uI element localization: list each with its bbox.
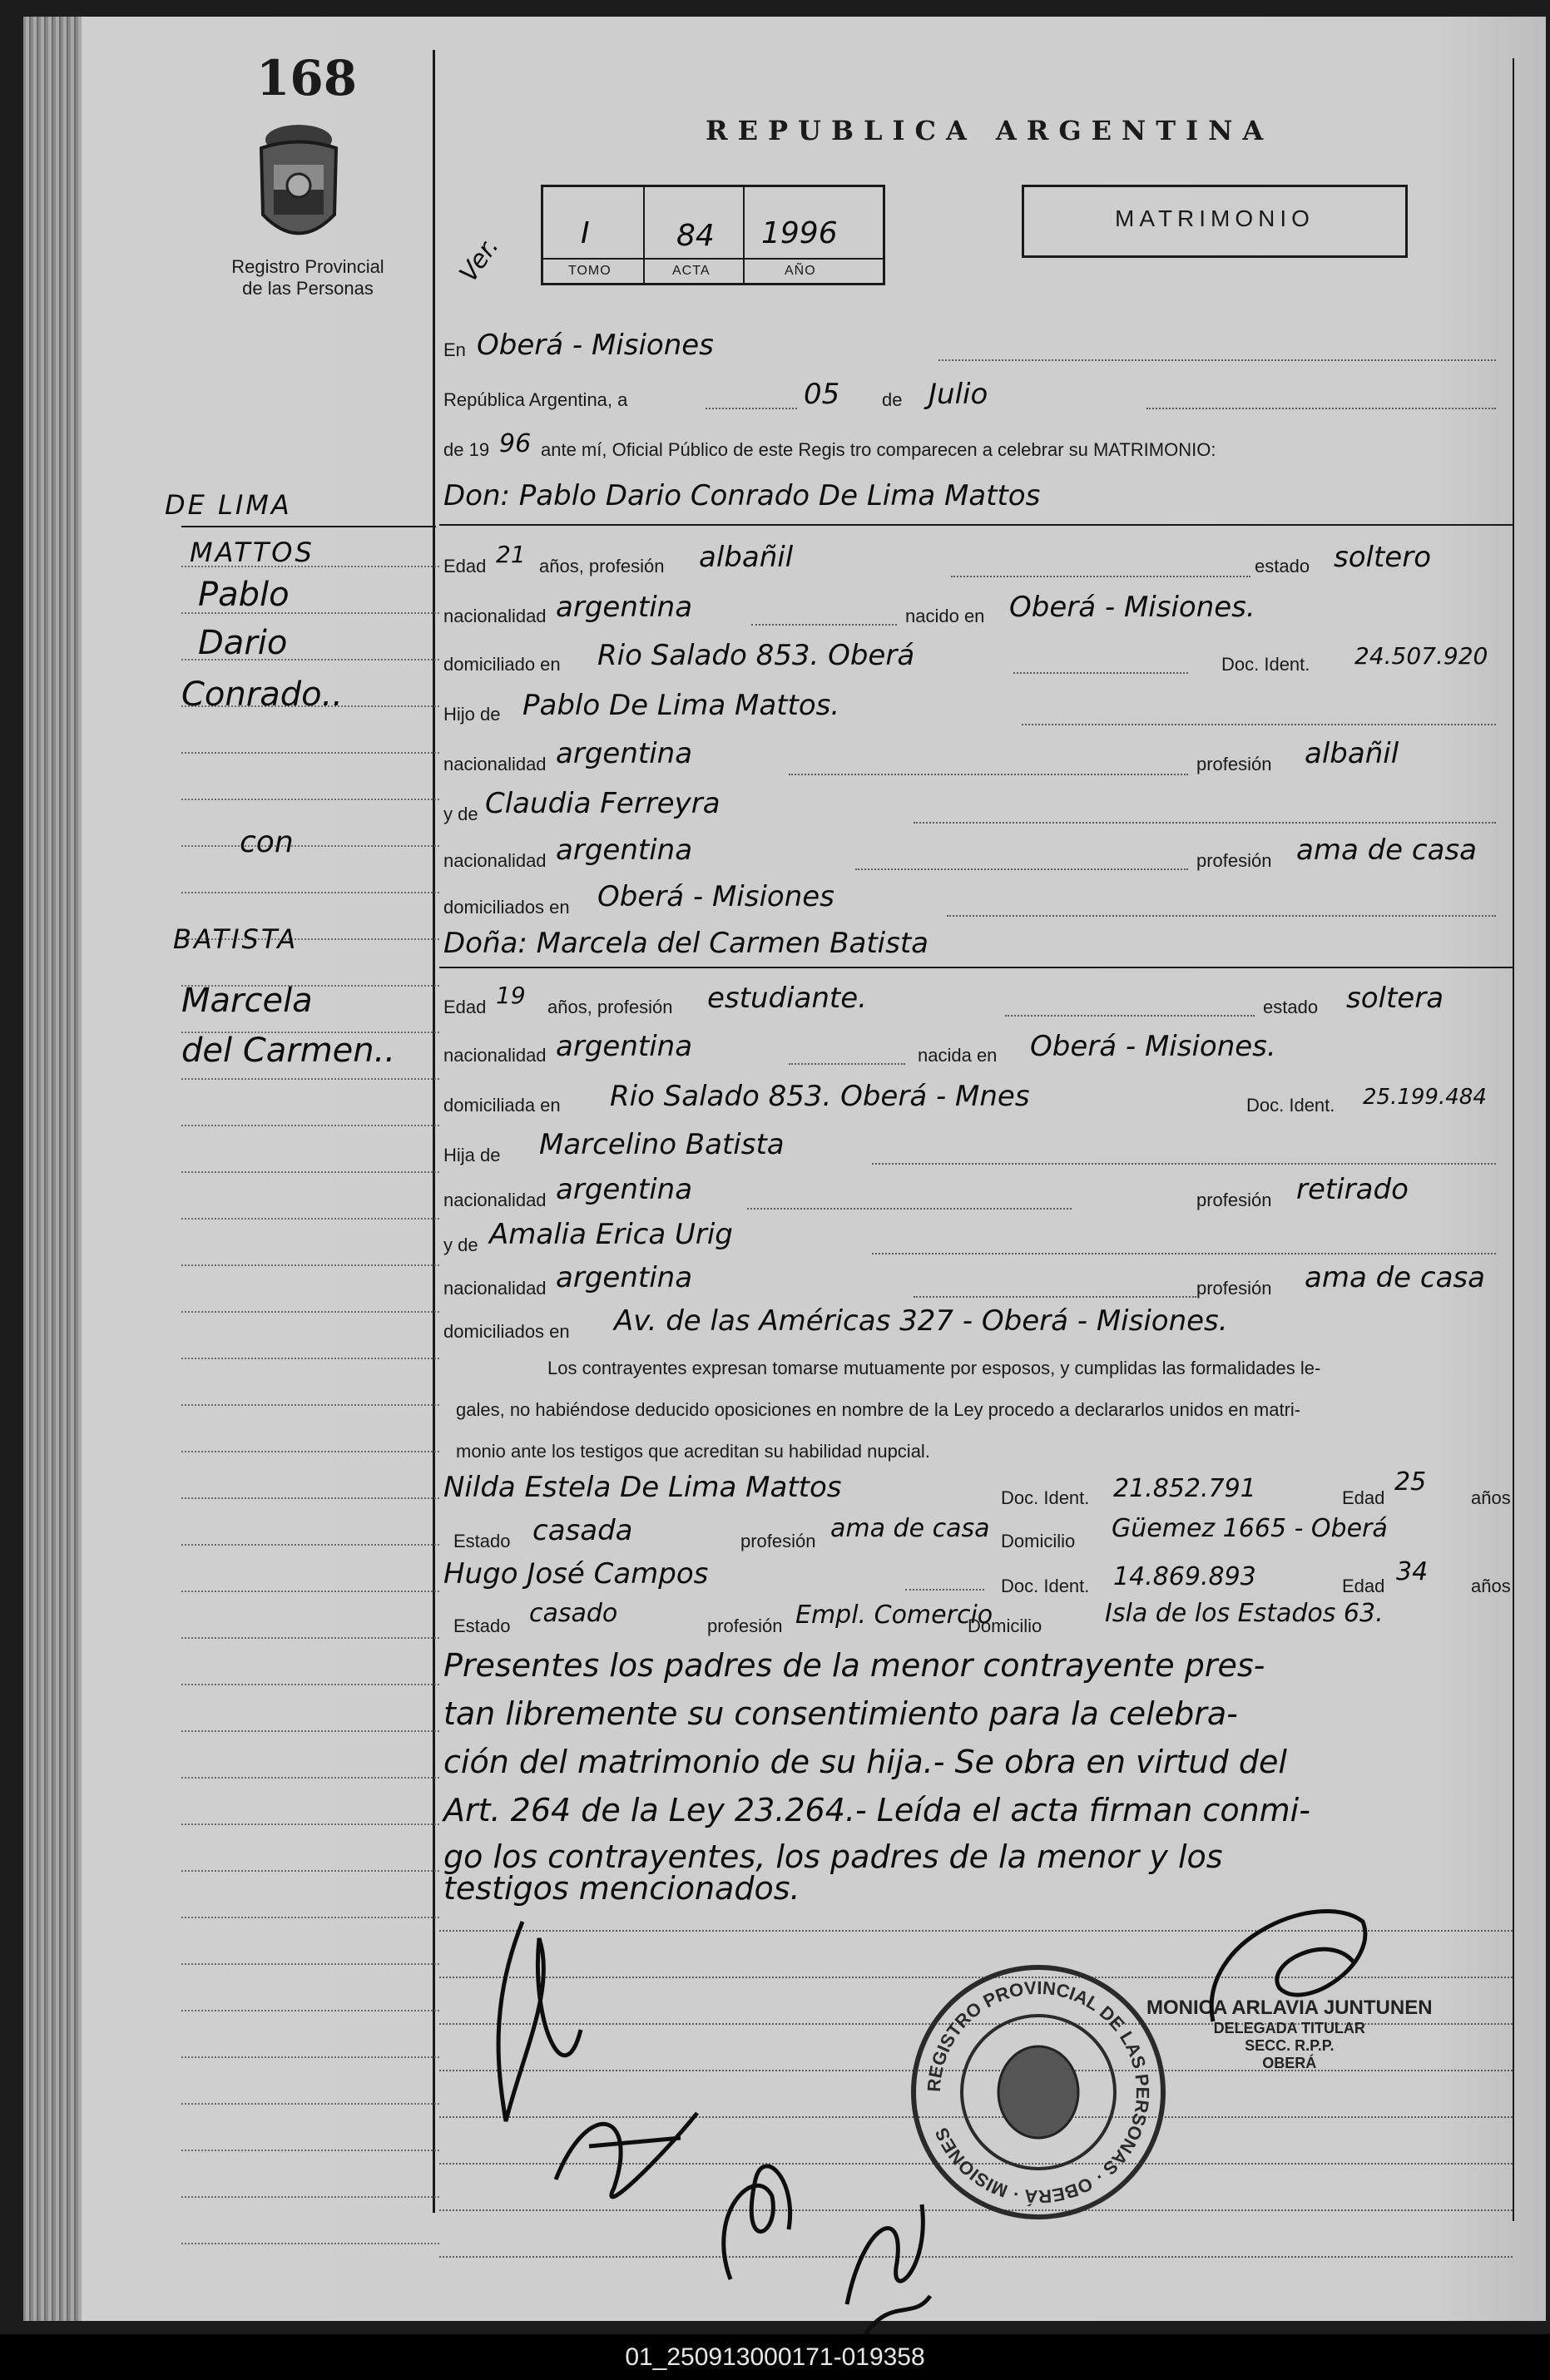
declaration-line-3: monio ante los testigos que acreditan su habilidad nupcial. — [456, 1441, 930, 1462]
bride-madre-label: y de — [443, 1235, 478, 1255]
groom-padres-dom-label: domiciliados en — [443, 897, 570, 918]
witness-2-estado-label: Estado — [453, 1616, 511, 1636]
witness-1-doc: 21.852.791 — [1113, 1474, 1256, 1503]
witness-2-profesion: Empl. Comercio — [795, 1601, 993, 1630]
page-number: 168 — [256, 50, 358, 106]
record-box — [541, 185, 885, 285]
witness-1-edad: 25 — [1394, 1467, 1427, 1497]
margin-ruled-line — [181, 2150, 439, 2151]
margin-ruled-line — [181, 1451, 439, 1452]
bride-padre-prof-label: profesión — [1196, 1190, 1272, 1210]
coat-of-arms-icon — [245, 115, 353, 256]
image-id-footer: 01_250913000171-019358 — [0, 2334, 1550, 2380]
witness-2-prof-label: profesión — [707, 1616, 783, 1636]
signature-officer-icon — [1188, 1888, 1388, 2055]
groom-nacionalidad: argentina — [556, 591, 693, 624]
margin-ruled-line — [181, 1311, 439, 1313]
groom-padres-dom: Oberá - Misiones — [597, 880, 834, 913]
margin-given-3: Conrado.. — [181, 675, 344, 714]
groom-title: Don: Pablo Dario Conrado De Lima Mattos — [443, 479, 1041, 512]
margin-given-5: del Carmen.. — [181, 1032, 396, 1070]
margin-ruled-line — [181, 1591, 439, 1592]
witness-1-dom-label: Domicilio — [1001, 1531, 1076, 1551]
margin-ruled-line — [181, 1544, 439, 1546]
groom-edad: 21 — [496, 541, 526, 568]
place-value: Oberá - Misiones — [477, 329, 714, 362]
en-label: En — [443, 339, 466, 360]
groom-padre: Pablo De Lima Mattos. — [522, 689, 840, 722]
groom-estado-label: estado — [1255, 556, 1310, 576]
witness-1-edad-label: Edad — [1342, 1487, 1385, 1508]
bride-madre-prof: ama de casa — [1305, 1261, 1485, 1294]
witness-2-doc-label: Doc. Ident. — [1001, 1576, 1090, 1596]
year-prefix: de 19 — [443, 439, 490, 460]
margin-ruled-line — [181, 1963, 439, 1965]
witness-1-anos-label: años — [1471, 1487, 1511, 1508]
bride-nac-label: nacionalidad — [443, 1045, 547, 1066]
bride-padres-dom-label: domiciliados en — [443, 1321, 570, 1342]
margin-ruled-line — [181, 1777, 439, 1779]
groom-doc-label: Doc. Ident. — [1221, 654, 1310, 675]
document-page — [23, 17, 1546, 2321]
margin-ruled-line — [181, 2056, 439, 2058]
bride-profesion: estudiante. — [707, 982, 867, 1015]
groom-profesion: albañil — [699, 541, 794, 574]
groom-prof-label: años, profesión — [539, 556, 665, 576]
seal-text: REGISTRO PROVINCIAL DE LAS PERSONAS · OBERÁ · MISIONES — [923, 1977, 1154, 2208]
margin-ruled-line — [181, 892, 439, 893]
note-line-5: go los contrayentes, los padres de la menor y los — [443, 1838, 1223, 1875]
groom-padre-nac-label: nacionalidad — [443, 754, 547, 774]
groom-domicilio: Rio Salado 853. Oberá — [597, 639, 915, 672]
ano-label: AÑO — [785, 264, 816, 278]
margin-ruled-line — [181, 1125, 439, 1126]
acta-label: ACTA — [672, 264, 711, 278]
margin-ruled-line — [181, 2010, 439, 2011]
groom-doc: 24.507.920 — [1354, 642, 1488, 670]
margin-surname-3: BATISTA — [173, 923, 299, 955]
witness-1-domicilio: Güemez 1665 - Oberá — [1112, 1514, 1388, 1543]
declaration-line-2: gales, no habiéndose deducido oposiciones en nombre de la Ley procedo a declararlos unidos en matri- — [456, 1399, 1301, 1420]
month-value: Julio — [929, 378, 988, 411]
witness-2-estado: casado — [529, 1599, 618, 1628]
bride-nacida: Oberá - Misiones. — [1030, 1030, 1276, 1063]
tomo-label: TOMO — [568, 264, 612, 278]
bride-doc-label: Doc. Ident. — [1246, 1095, 1335, 1116]
official-stamp: MONICA ARLAVIA JUNTUNEN DELEGADA TITULAR SECC. R.P.P. OBERÁ — [1146, 1997, 1433, 2071]
margin-ruled-line — [181, 2103, 439, 2105]
witness-1-estado: casada — [532, 1514, 633, 1547]
witness-2-edad: 34 — [1396, 1557, 1429, 1586]
signature-witness-1-icon — [706, 2130, 805, 2296]
republica-label: República Argentina, a — [443, 389, 628, 410]
signature-witness-2-icon — [830, 2171, 947, 2346]
body-ruled-line — [439, 2256, 1513, 2258]
book-binding — [23, 17, 82, 2321]
bride-nacionalidad: argentina — [556, 1030, 693, 1063]
witness-1-estado-label: Estado — [453, 1531, 511, 1551]
note-line-4: Art. 264 de la Ley 23.264.- Leída el acta firman conmi- — [443, 1792, 1310, 1828]
margin-given-1: Pablo — [198, 576, 290, 614]
groom-nac-label: nacionalidad — [443, 606, 547, 626]
doc-type: MATRIMONIO — [1115, 205, 1315, 231]
note-line-3: ción del matrimonio de su hija.- Se obra en virtud del — [443, 1744, 1287, 1780]
witness-1-name: Nilda Estela De Lima Mattos — [443, 1471, 842, 1504]
margin-surname-2: MATTOS — [190, 537, 314, 568]
note-line-2: tan libremente su consentimiento para la celebra- — [443, 1695, 1238, 1732]
bride-dom-label: domiciliada en — [443, 1095, 561, 1116]
witness-1-doc-label: Doc. Ident. — [1001, 1487, 1090, 1508]
margin-surname-1: DE LIMA — [165, 489, 292, 521]
bride-domicilio: Rio Salado 853. Oberá - Mnes — [610, 1080, 1030, 1113]
groom-padre-nac: argentina — [556, 737, 693, 770]
witness-1-prof-label: profesión — [740, 1531, 816, 1551]
margin-rule — [181, 526, 436, 527]
margin-ruled-line — [181, 1497, 439, 1499]
groom-madre-nac: argentina — [556, 834, 693, 867]
intro-text: ante mí, Oficial Público de este Regis tro comparecen a celebrar su MATRIMONIO: — [541, 439, 1216, 460]
margin-given-2: Dario — [198, 624, 288, 662]
bride-estado-label: estado — [1263, 997, 1319, 1017]
note-line-1: Presentes los padres de la menor contrayente pres- — [443, 1647, 1265, 1684]
bride-title: Doña: Marcela del Carmen Batista — [443, 927, 929, 960]
bride-padre: Marcelino Batista — [539, 1128, 785, 1161]
bride-padre-prof: retirado — [1296, 1173, 1409, 1206]
year-suffix: 96 — [499, 429, 532, 458]
bride-hija-label: Hija de — [443, 1145, 501, 1165]
bride-madre-prof-label: profesión — [1196, 1278, 1272, 1299]
bride-madre-nac: argentina — [556, 1261, 693, 1294]
margin-ruled-line — [181, 1404, 439, 1406]
margin-ruled-line — [181, 752, 439, 754]
groom-madre-prof: ama de casa — [1296, 834, 1477, 867]
right-border — [1513, 58, 1514, 2221]
note-line-6: testigos mencionados. — [443, 1870, 800, 1907]
groom-dom-label: domiciliado en — [443, 654, 561, 675]
acta-value: 84 — [676, 219, 715, 253]
column-divider — [433, 50, 435, 2213]
margin-ruled-line — [181, 1870, 439, 1872]
witness-2-name: Hugo José Campos — [443, 1557, 709, 1591]
bride-edad-label: Edad — [443, 997, 487, 1017]
groom-nacido-label: nacido en — [905, 606, 985, 626]
witness-2-doc: 14.869.893 — [1113, 1562, 1256, 1591]
margin-ruled-line — [181, 1078, 439, 1080]
margin-ruled-line — [181, 1637, 439, 1639]
groom-hijo-label: Hijo de — [443, 704, 501, 725]
margin-ruled-line — [181, 1823, 439, 1825]
witness-2-dom-label: Domicilio — [968, 1616, 1042, 1636]
bride-nacida-label: nacida en — [918, 1045, 998, 1066]
declaration-line-1: Los contrayentes expresan tomarse mutuamente por esposos, y cumplidas las formalidades le- — [547, 1358, 1321, 1378]
margin-ruled-line — [181, 1264, 439, 1266]
groom-estado: soltero — [1334, 541, 1431, 574]
bride-doc: 25.199.484 — [1363, 1085, 1487, 1110]
groom-nacido: Oberá - Misiones. — [1009, 591, 1255, 624]
witness-2-edad-label: Edad — [1342, 1576, 1385, 1596]
groom-padre-prof: albañil — [1305, 737, 1399, 770]
day-value: 05 — [804, 378, 840, 411]
margin-ruled-line — [181, 1730, 439, 1732]
margin-mark: Ver. — [453, 232, 505, 288]
tomo-value: I — [581, 216, 590, 250]
witness-2-domicilio: Isla de los Estados 63. — [1105, 1599, 1384, 1628]
bride-padre-nac: argentina — [556, 1173, 693, 1206]
groom-edad-label: Edad — [443, 556, 487, 576]
groom-madre-label: y de — [443, 804, 478, 824]
groom-madre-prof-label: profesión — [1196, 850, 1272, 871]
margin-ruled-line — [181, 1684, 439, 1685]
margin-ruled-line — [181, 845, 439, 847]
bride-edad: 19 — [496, 982, 526, 1009]
registry-name: Registro Provincial de las Personas — [231, 256, 384, 299]
groom-madre-nac-label: nacionalidad — [443, 850, 547, 871]
margin-ruled-line — [181, 1917, 439, 1918]
margin-given-4: Marcela — [181, 982, 313, 1020]
country-title: REPUBLICA ARGENTINA — [706, 115, 1274, 146]
groom-madre: Claudia Ferreyra — [485, 787, 721, 820]
signature-bride-icon — [539, 2080, 722, 2229]
margin-ruled-line — [181, 1218, 439, 1220]
bride-madre: Amalia Erica Urig — [489, 1218, 733, 1251]
margin-ruled-line — [181, 799, 439, 800]
witness-2-anos-label: años — [1471, 1576, 1511, 1596]
witness-1-profesion: ama de casa — [830, 1514, 990, 1543]
margin-ruled-line — [181, 2243, 439, 2244]
margin-con: con — [240, 825, 294, 859]
bride-estado: soltera — [1346, 982, 1444, 1015]
margin-ruled-line — [181, 1358, 439, 1359]
de-label: de — [882, 389, 903, 410]
bride-madre-nac-label: nacionalidad — [443, 1278, 547, 1299]
bride-prof-label: años, profesión — [547, 997, 673, 1017]
ano-value: 1996 — [761, 216, 838, 250]
margin-ruled-line — [181, 2196, 439, 2198]
doc-type-box — [1022, 185, 1408, 258]
groom-padre-prof-label: profesión — [1196, 754, 1272, 774]
margin-ruled-line — [181, 1171, 439, 1173]
bride-padre-nac-label: nacionalidad — [443, 1190, 547, 1210]
bride-padres-dom: Av. de las Américas 327 - Oberá - Misiones. — [614, 1304, 1228, 1338]
